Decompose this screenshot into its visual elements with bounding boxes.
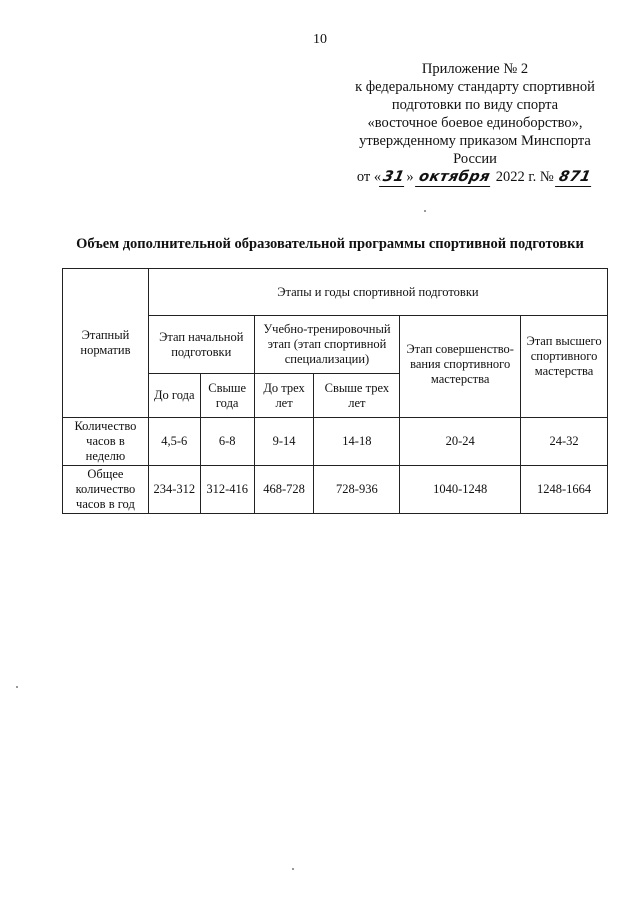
- scan-artifact-dot: [16, 686, 18, 688]
- table-cell: 728-936: [314, 466, 400, 514]
- annex-line-3: подготовки по виду спорта: [391, 97, 559, 113]
- table-cell: 1248-1664: [521, 466, 608, 514]
- table-cell: 234-312: [148, 466, 200, 514]
- table-row: [63, 418, 608, 466]
- scan-artifact-dot: [292, 868, 294, 870]
- date-prefix: от «: [356, 169, 382, 185]
- annex-line-4: «восточное боевое единоборство»,: [367, 115, 583, 131]
- order-number-handwritten: 871: [555, 168, 595, 187]
- table-cell: 468-728: [254, 466, 314, 514]
- row-label: Общее количество часов в год: [63, 466, 149, 514]
- annex-line-5: утвержденному приказом Минспорта: [359, 133, 591, 149]
- header-stage-training: Учебно-тренировочный этап (этап спортивной специализации): [254, 316, 400, 374]
- date-mid: »: [406, 169, 418, 185]
- table-cell: 1040-1248: [400, 466, 521, 514]
- annex-line-1: Приложение № 2: [421, 61, 529, 77]
- header-sub-initial-2: Свыше года: [200, 374, 254, 418]
- header-sub-initial-1: До года: [148, 374, 200, 418]
- date-year: 2022 г. №: [492, 169, 558, 185]
- order-date-line: [330, 168, 620, 187]
- header-norm: Этапный норматив: [63, 269, 149, 418]
- annex-line-6: России: [453, 151, 497, 167]
- table-cell: 9-14: [254, 418, 314, 466]
- header-sub-training-1: До трех лет: [254, 374, 314, 418]
- annex-line-2: к федеральному стандарту спортивной: [355, 79, 595, 95]
- row-label: Количество часов в неделю: [63, 418, 149, 466]
- table-cell: 14-18: [314, 418, 400, 466]
- date-day-handwritten: 31: [379, 168, 408, 187]
- scan-artifact-dot: [424, 210, 426, 212]
- table-cell: 24-32: [521, 418, 608, 466]
- table-cell: 312-416: [200, 466, 254, 514]
- header-stages-group: Этапы и годы спортивной подготовки: [148, 269, 607, 316]
- table-cell: 6-8: [200, 418, 254, 466]
- annex-header: [330, 60, 620, 187]
- date-month-handwritten: октября: [415, 168, 494, 187]
- table-row: [63, 466, 608, 514]
- table-cell: 20-24: [400, 418, 521, 466]
- header-stage-initial: Этап начальной подготовки: [148, 316, 254, 374]
- page-number: 10: [313, 32, 327, 47]
- program-volume-table: [62, 268, 608, 514]
- table-cell: 4,5-6: [148, 418, 200, 466]
- header-stage-improvement: Этап совершенство-вания спортивного мастерства: [400, 316, 521, 418]
- document-title: Объем дополнительной образовательной программы спортивной подготовки: [76, 236, 584, 252]
- header-sub-training-2: Свыше трех лет: [314, 374, 400, 418]
- header-stage-higher: Этап высшего спортивного мастерства: [521, 316, 608, 418]
